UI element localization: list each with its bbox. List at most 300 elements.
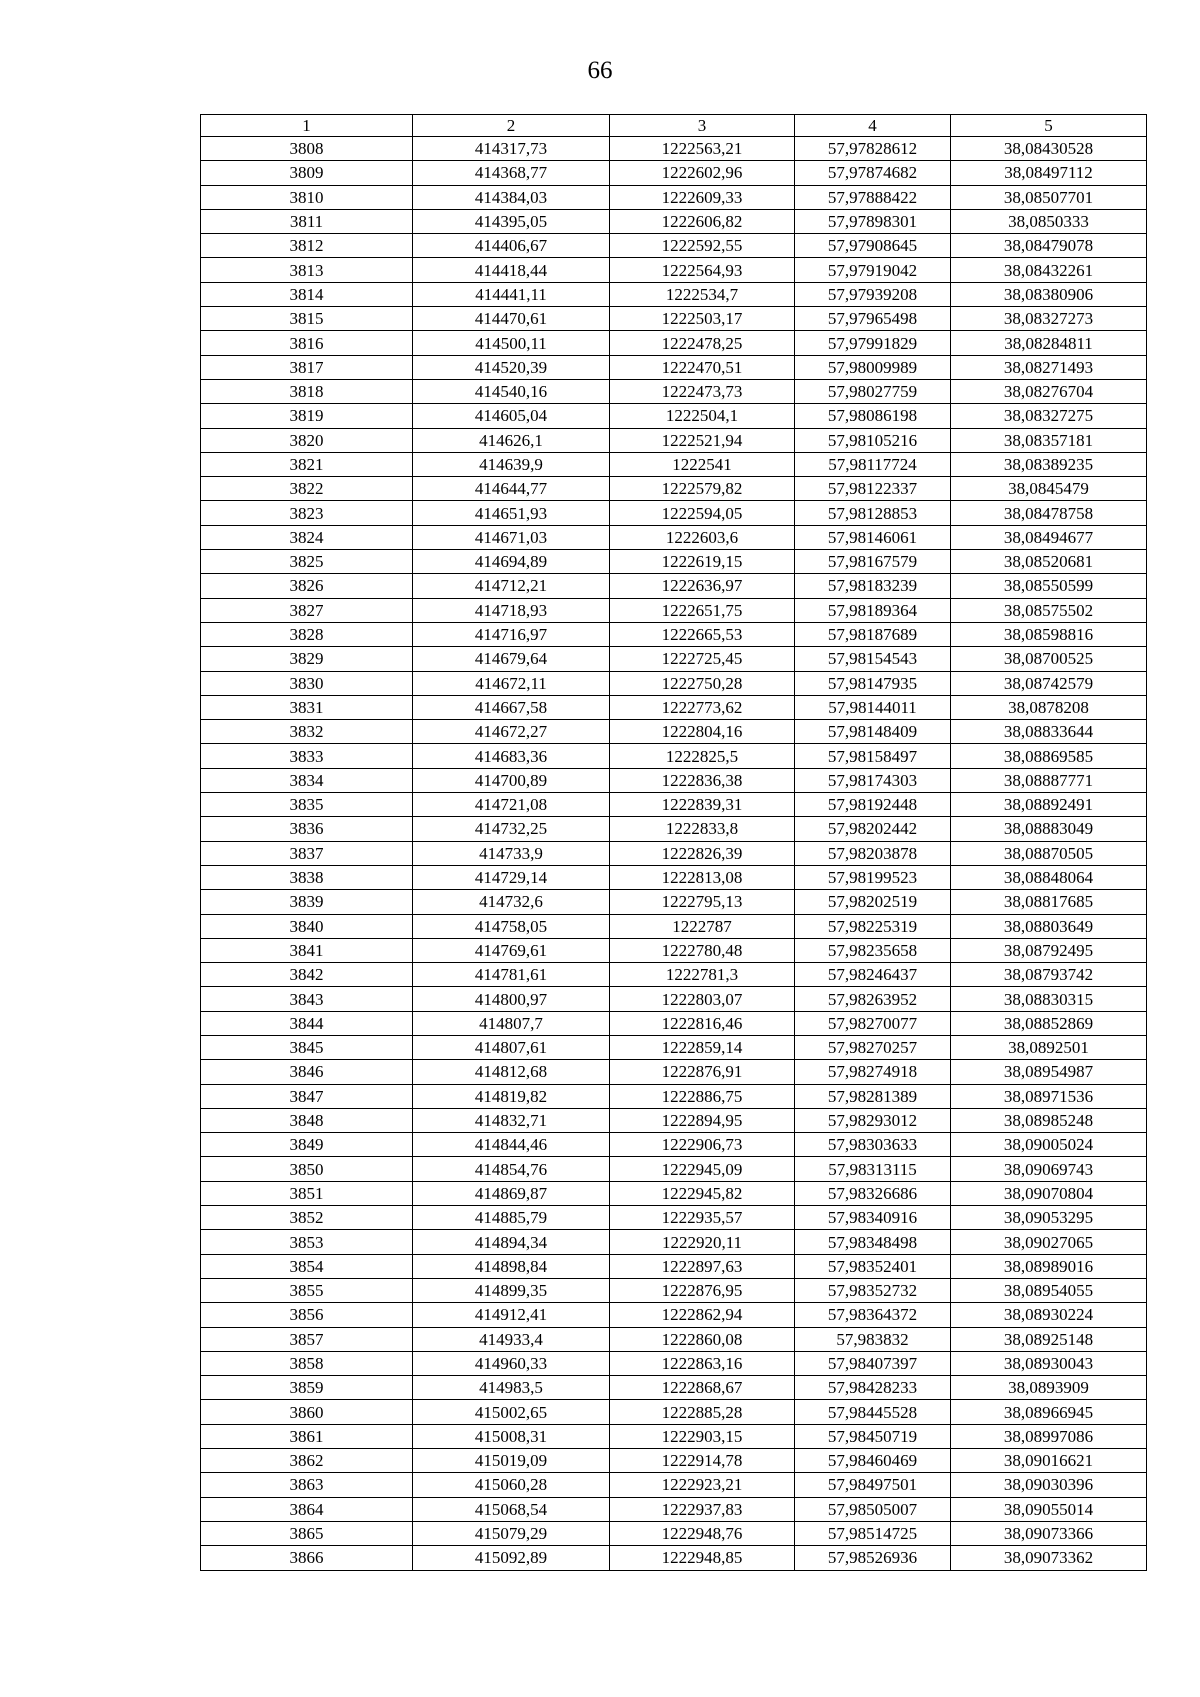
table-cell: 1222839,31 [610,793,795,817]
table-cell: 3844 [201,1011,413,1035]
table-row [201,1376,1147,1400]
table-cell: 38,09073362 [951,1546,1147,1570]
table-cell: 3849 [201,1133,413,1157]
table-cell: 414718,93 [413,598,610,622]
table-cell: 3808 [201,137,413,161]
table-cell: 3856 [201,1303,413,1327]
table-cell: 57,98148409 [795,720,951,744]
table-cell: 414700,89 [413,768,610,792]
table-cell: 38,08271493 [951,355,1147,379]
table-cell: 1222937,83 [610,1497,795,1521]
table-cell: 38,09027065 [951,1230,1147,1254]
table-row [201,1546,1147,1570]
table-cell: 1222725,45 [610,647,795,671]
table-cell: 38,08507701 [951,185,1147,209]
table-cell: 3837 [201,841,413,865]
table-row [201,1108,1147,1132]
table-cell: 38,0878208 [951,695,1147,719]
table-cell: 3859 [201,1376,413,1400]
table-cell: 414832,71 [413,1108,610,1132]
table-row [201,1157,1147,1181]
table-cell: 1222594,05 [610,501,795,525]
table-cell: 38,09030396 [951,1473,1147,1497]
table-cell: 3822 [201,477,413,501]
table-cell: 57,98270077 [795,1011,951,1035]
table-cell: 1222906,73 [610,1133,795,1157]
table-cell: 1222923,21 [610,1473,795,1497]
table-cell: 38,08954055 [951,1278,1147,1302]
column-header: 1 [201,115,413,137]
table-row [201,744,1147,768]
table-cell: 1222504,1 [610,404,795,428]
table-cell: 1222948,85 [610,1546,795,1570]
table-cell: 38,08793742 [951,963,1147,987]
table-row [201,550,1147,574]
table-cell: 1222651,75 [610,598,795,622]
table-cell: 57,98352401 [795,1254,951,1278]
table-cell: 415060,28 [413,1473,610,1497]
page-number: 66 [587,57,613,84]
table-row [201,1206,1147,1230]
table-row [201,768,1147,792]
table-cell: 1222813,08 [610,865,795,889]
table-row [201,307,1147,331]
table-cell: 414899,35 [413,1278,610,1302]
table-cell: 3857 [201,1327,413,1351]
table-cell: 414912,41 [413,1303,610,1327]
table-cell: 414894,34 [413,1230,610,1254]
table-cell: 415068,54 [413,1497,610,1521]
table-cell: 3852 [201,1206,413,1230]
table-cell: 1222592,55 [610,234,795,258]
table-cell: 57,97898301 [795,209,951,233]
table-row [201,258,1147,282]
table-cell: 57,98497501 [795,1473,951,1497]
table-row [201,404,1147,428]
table-cell: 1222787 [610,914,795,938]
table-row [201,1424,1147,1448]
table-cell: 3830 [201,671,413,695]
table-cell: 414758,05 [413,914,610,938]
table-cell: 1222534,7 [610,282,795,306]
table-cell: 57,98274918 [795,1060,951,1084]
table-cell: 414716,97 [413,622,610,646]
table-row [201,1327,1147,1351]
table-row [201,331,1147,355]
table-cell: 57,98147935 [795,671,951,695]
table-cell: 414540,16 [413,379,610,403]
table-cell: 1222478,25 [610,331,795,355]
table-cell: 3855 [201,1278,413,1302]
table-cell: 414694,89 [413,550,610,574]
table-row [201,865,1147,889]
table-cell: 1222602,96 [610,161,795,185]
table-cell: 1222863,16 [610,1351,795,1375]
table-row [201,477,1147,501]
table-cell: 3815 [201,307,413,331]
table-cell: 1222473,73 [610,379,795,403]
table-cell: 3836 [201,817,413,841]
table-cell: 38,08985248 [951,1108,1147,1132]
table-cell: 3843 [201,987,413,1011]
table-cell: 38,08327275 [951,404,1147,428]
table-cell: 57,98146061 [795,525,951,549]
table-row [201,1449,1147,1473]
table-cell: 1222862,94 [610,1303,795,1327]
table-cell: 1222750,28 [610,671,795,695]
table-cell: 3842 [201,963,413,987]
table-cell: 3810 [201,185,413,209]
table-cell: 3850 [201,1157,413,1181]
table-row [201,234,1147,258]
table-cell: 38,08997086 [951,1424,1147,1448]
table-row [201,695,1147,719]
table-row [201,1400,1147,1424]
table-cell: 3835 [201,793,413,817]
table-cell: 1222521,94 [610,428,795,452]
table-cell: 57,98460469 [795,1449,951,1473]
table-row [201,1060,1147,1084]
table-cell: 38,0893909 [951,1376,1147,1400]
table-cell: 414317,73 [413,137,610,161]
table-cell: 57,98450719 [795,1424,951,1448]
table-cell: 3864 [201,1497,413,1521]
table-cell: 1222636,97 [610,574,795,598]
table-cell: 3846 [201,1060,413,1084]
table-cell: 1222773,62 [610,695,795,719]
table-cell: 414639,9 [413,452,610,476]
table-cell: 414651,93 [413,501,610,525]
table-cell: 414844,46 [413,1133,610,1157]
table-cell: 3832 [201,720,413,744]
table-cell: 1222609,33 [610,185,795,209]
table-cell: 1222935,57 [610,1206,795,1230]
table-cell: 1222860,08 [610,1327,795,1351]
table-cell: 38,08430528 [951,137,1147,161]
table-cell: 414854,76 [413,1157,610,1181]
table-cell: 38,08432261 [951,258,1147,282]
table-cell: 1222945,09 [610,1157,795,1181]
table-cell: 38,08892491 [951,793,1147,817]
table-row [201,647,1147,671]
table-cell: 415079,29 [413,1521,610,1545]
table-cell: 414769,61 [413,938,610,962]
table-cell: 3825 [201,550,413,574]
table-cell: 38,08869585 [951,744,1147,768]
table-cell: 38,08497112 [951,161,1147,185]
table-cell: 38,08848064 [951,865,1147,889]
table-cell: 57,983832 [795,1327,951,1351]
table-cell: 38,08803649 [951,914,1147,938]
table-cell: 3851 [201,1181,413,1205]
table-cell: 3834 [201,768,413,792]
table-cell: 57,98348498 [795,1230,951,1254]
table-cell: 1222859,14 [610,1035,795,1059]
table-cell: 57,98246437 [795,963,951,987]
table-cell: 38,08883049 [951,817,1147,841]
table-cell: 38,08830315 [951,987,1147,1011]
table-cell: 1222886,75 [610,1084,795,1108]
table-cell: 57,98167579 [795,550,951,574]
table-cell: 57,97888422 [795,185,951,209]
table-row [201,574,1147,598]
table-cell: 57,98526936 [795,1546,951,1570]
table-cell: 1222564,93 [610,258,795,282]
table-cell: 1222897,63 [610,1254,795,1278]
column-header: 5 [951,115,1147,137]
table-cell: 57,98281389 [795,1084,951,1108]
table-row [201,355,1147,379]
table-row [201,452,1147,476]
table-row [201,1035,1147,1059]
table-cell: 3824 [201,525,413,549]
table-cell: 414406,67 [413,234,610,258]
table-cell: 1222948,76 [610,1521,795,1545]
table-cell: 38,08479078 [951,234,1147,258]
coordinates-table [200,114,1147,1571]
table-cell: 57,98225319 [795,914,951,938]
table-cell: 414732,25 [413,817,610,841]
table-cell: 38,08852869 [951,1011,1147,1035]
table-row [201,1351,1147,1375]
table-cell: 414368,77 [413,161,610,185]
table-cell: 414729,14 [413,865,610,889]
table-row [201,209,1147,233]
column-header: 2 [413,115,610,137]
table-cell: 3811 [201,209,413,233]
table-cell: 1222894,95 [610,1108,795,1132]
table-cell: 414807,7 [413,1011,610,1035]
table-cell: 414679,64 [413,647,610,671]
table-cell: 57,98364372 [795,1303,951,1327]
table-cell: 38,08817685 [951,890,1147,914]
table-cell: 38,08478758 [951,501,1147,525]
table-cell: 1222781,3 [610,963,795,987]
table-row [201,622,1147,646]
table-cell: 1222619,15 [610,550,795,574]
table-row [201,1278,1147,1302]
table-cell: 38,09070804 [951,1181,1147,1205]
table-cell: 3839 [201,890,413,914]
table-cell: 3847 [201,1084,413,1108]
table-cell: 57,98407397 [795,1351,951,1375]
table-cell: 57,97908645 [795,234,951,258]
table-cell: 57,98105216 [795,428,951,452]
table-row [201,379,1147,403]
table-cell: 1222470,51 [610,355,795,379]
table-body [201,137,1147,1571]
table-cell: 38,08989016 [951,1254,1147,1278]
table-cell: 3827 [201,598,413,622]
table-cell: 38,08327273 [951,307,1147,331]
table-cell: 57,98086198 [795,404,951,428]
table-cell: 38,08598816 [951,622,1147,646]
table-cell: 414520,39 [413,355,610,379]
table-row [201,914,1147,938]
table-cell: 38,08966945 [951,1400,1147,1424]
table-cell: 57,98203878 [795,841,951,865]
table-row [201,938,1147,962]
table-cell: 3845 [201,1035,413,1059]
table-row [201,817,1147,841]
table-cell: 3862 [201,1449,413,1473]
table-row [201,1497,1147,1521]
table-cell: 414960,33 [413,1351,610,1375]
table-cell: 414781,61 [413,963,610,987]
table-cell: 3853 [201,1230,413,1254]
table-cell: 3818 [201,379,413,403]
table-cell: 1222826,39 [610,841,795,865]
table-cell: 414667,58 [413,695,610,719]
table-cell: 3828 [201,622,413,646]
table-cell: 38,08833644 [951,720,1147,744]
table-cell: 38,08742579 [951,671,1147,695]
table-row [201,525,1147,549]
table-cell: 3821 [201,452,413,476]
table-cell: 57,98174303 [795,768,951,792]
table-cell: 57,98445528 [795,1400,951,1424]
table-cell: 3817 [201,355,413,379]
table-cell: 1222795,13 [610,890,795,914]
table-cell: 57,97991829 [795,331,951,355]
table-cell: 1222914,78 [610,1449,795,1473]
table-cell: 1222541 [610,452,795,476]
table-cell: 414418,44 [413,258,610,282]
table-cell: 38,08520681 [951,550,1147,574]
table-cell: 415008,31 [413,1424,610,1448]
table-cell: 38,08930224 [951,1303,1147,1327]
table-row [201,890,1147,914]
table-cell: 38,08276704 [951,379,1147,403]
table-row [201,598,1147,622]
table-cell: 414384,03 [413,185,610,209]
table-cell: 414869,87 [413,1181,610,1205]
table-cell: 57,98428233 [795,1376,951,1400]
column-header: 4 [795,115,951,137]
table-cell: 1222803,07 [610,987,795,1011]
table-row [201,501,1147,525]
table-cell: 414812,68 [413,1060,610,1084]
table-cell: 38,09005024 [951,1133,1147,1157]
table-cell: 3816 [201,331,413,355]
table-row [201,161,1147,185]
table-cell: 414470,61 [413,307,610,331]
table-row [201,137,1147,161]
table-cell: 57,98122337 [795,477,951,501]
table-row [201,1473,1147,1497]
table-row [201,1181,1147,1205]
table-cell: 414800,97 [413,987,610,1011]
table-cell: 415092,89 [413,1546,610,1570]
table-row [201,282,1147,306]
table-cell: 1222804,16 [610,720,795,744]
table-header-row [201,115,1147,137]
table-cell: 414721,08 [413,793,610,817]
table-cell: 57,98128853 [795,501,951,525]
table-cell: 1222606,82 [610,209,795,233]
table-cell: 57,98313115 [795,1157,951,1181]
table-cell: 57,98340916 [795,1206,951,1230]
table-cell: 414933,4 [413,1327,610,1351]
table-row [201,1303,1147,1327]
table-cell: 38,08494677 [951,525,1147,549]
table-cell: 57,98187689 [795,622,951,646]
table-row [201,185,1147,209]
table-cell: 1222945,82 [610,1181,795,1205]
table-row [201,1133,1147,1157]
table-cell: 57,98293012 [795,1108,951,1132]
table-cell: 3858 [201,1351,413,1375]
column-header: 3 [610,115,795,137]
table-cell: 38,08700525 [951,647,1147,671]
table-cell: 414626,1 [413,428,610,452]
table-cell: 1222816,46 [610,1011,795,1035]
table-cell: 1222825,5 [610,744,795,768]
table-cell: 414712,21 [413,574,610,598]
table-cell: 3854 [201,1254,413,1278]
table-cell: 3833 [201,744,413,768]
table-cell: 414898,84 [413,1254,610,1278]
table-row [201,1521,1147,1545]
table-cell: 57,98235658 [795,938,951,962]
table-cell: 38,09055014 [951,1497,1147,1521]
table-cell: 414732,6 [413,890,610,914]
table-cell: 3829 [201,647,413,671]
table-cell: 38,08925148 [951,1327,1147,1351]
table-row [201,793,1147,817]
table-cell: 1222836,38 [610,768,795,792]
table-cell: 57,97939208 [795,282,951,306]
table-cell: 57,98263952 [795,987,951,1011]
table-cell: 57,98352732 [795,1278,951,1302]
table-cell: 57,98183239 [795,574,951,598]
table-cell: 57,98117724 [795,452,951,476]
table-cell: 3831 [201,695,413,719]
table-cell: 38,0850333 [951,209,1147,233]
table-cell: 414885,79 [413,1206,610,1230]
table-cell: 3826 [201,574,413,598]
table-cell: 414605,04 [413,404,610,428]
table-cell: 3809 [201,161,413,185]
table-cell: 1222503,17 [610,307,795,331]
table-cell: 414644,77 [413,477,610,501]
table-cell: 414983,5 [413,1376,610,1400]
table-cell: 415002,65 [413,1400,610,1424]
table-cell: 57,98009989 [795,355,951,379]
table-cell: 414395,05 [413,209,610,233]
table-cell: 1222885,28 [610,1400,795,1424]
table-cell: 38,08575502 [951,598,1147,622]
table-cell: 38,08357181 [951,428,1147,452]
table-cell: 38,09016621 [951,1449,1147,1473]
table-cell: 57,98199523 [795,865,951,889]
table-cell: 57,98158497 [795,744,951,768]
table-cell: 57,98514725 [795,1521,951,1545]
table-cell: 38,08870505 [951,841,1147,865]
table-row [201,1011,1147,1035]
table-cell: 414819,82 [413,1084,610,1108]
table-cell: 57,98202442 [795,817,951,841]
table-cell: 1222868,67 [610,1376,795,1400]
table-cell: 57,97874682 [795,161,951,185]
table-row [201,841,1147,865]
table-cell: 38,08954987 [951,1060,1147,1084]
table-cell: 3865 [201,1521,413,1545]
table-row [201,671,1147,695]
table-cell: 38,0845479 [951,477,1147,501]
table-row [201,1230,1147,1254]
table-cell: 57,98027759 [795,379,951,403]
